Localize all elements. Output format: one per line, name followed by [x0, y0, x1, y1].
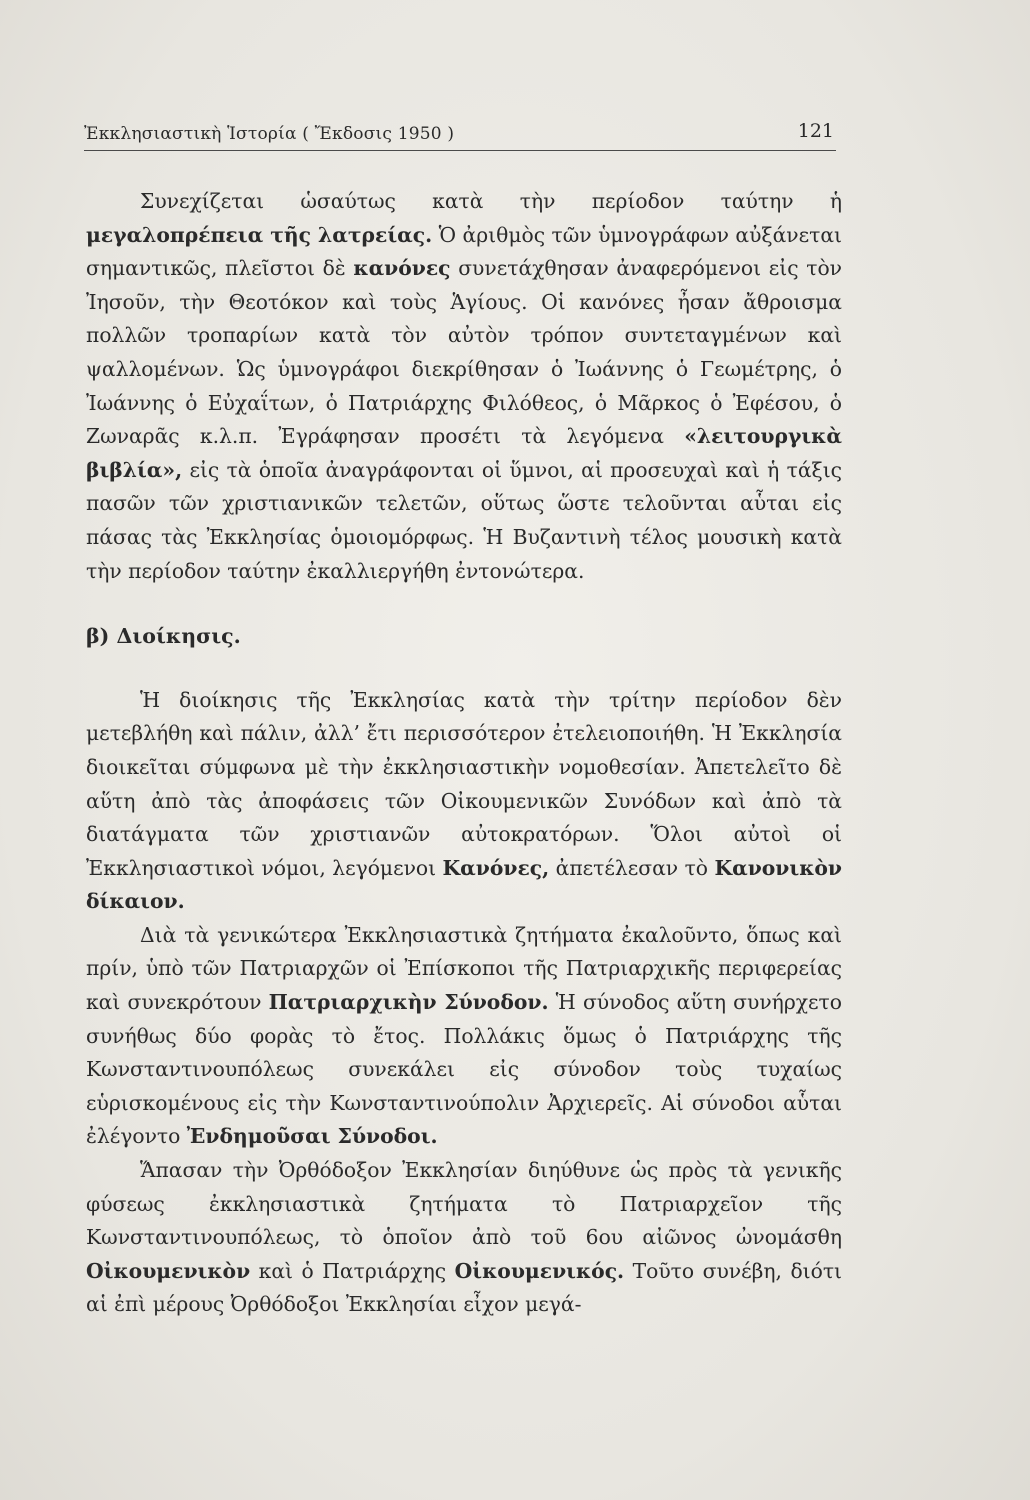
bold-term: μεγαλοπρέπεια τῆς λατρείας.	[86, 222, 433, 247]
running-head: Ἐκκλησιαστικὴ Ἱστορία ( Ἔκδοσις 1950 )	[84, 124, 455, 144]
bold-term: «λειτουργικὰ βιβλία»,	[86, 424, 842, 482]
bold-term: Κανόνες,	[442, 855, 550, 880]
bold-term: Ἐνδημοῦσαι Σύνοδοι.	[186, 1124, 438, 1149]
paragraph-synods: Διὰ τὰ γενικώτερα Ἐκκλησιαστικὰ ζητήματα ἐκαλοῦντο, ὅπως καὶ πρίν, ὑπὸ τῶν Πατριαρχῶν οἱ Ἐπίσκοποι τῆς Πατριαρχικῆς περιφερείας καὶ συνεκρότουν Πατριαρχικὴν Σύνοδον. Ἡ σύνοδος αὕτη συνήρχετο συνήθως δύο φορὰς τὸ ἔτος. Πολλάκις ὅμως ὁ Πατριάρχης τῆς Κωνσταντινουπόλεως συνεκάλει εἰς σύνοδον τοὺς τυχαίως εὑρισκομένους εἰς τὴν Κωνσταντινούπολιν Ἀρχιερεῖς. Αἱ σύνοδοι αὗται ἐλέγοντο Ἐνδημοῦσαι Σύνοδοι.	[86, 922, 842, 1149]
page-header	[84, 110, 836, 151]
section-heading: β) Διοίκησις.	[86, 624, 241, 649]
bold-term: Οἰκουμενικὸν	[86, 1258, 251, 1283]
paragraph-administration: Ἡ διοίκησις τῆς Ἐκκλησίας κατὰ τὴν τρίτην περίοδον δὲν μετεβλήθη καὶ πάλιν, ἀλλ’ ἔτι περισσότερον ἐτελειοποιήθη. Ἡ Ἐκκλησία διοικεῖται σύμφωνα μὲ τὴν ἐκκλησιαστικὴν νομοθεσίαν. Ἀπετελεῖτο δὲ αὕτη ἀπὸ τὰς ἀποφάσεις τῶν Οἰκουμενικῶν Συνόδων καὶ ἀπὸ τὰ διατάγματα τῶν χριστιανῶν αὐτοκρατόρων. Ὅλοι αὐτοὶ οἱ Ἐκκλησιαστικοὶ νόμοι, λεγόμενοι Κανόνες, ἀπετέλεσαν τὸ Κανονικὸν δίκαιον.	[86, 687, 842, 914]
page-body	[86, 185, 842, 1322]
bold-term: Πατριαρχικὴν Σύνοδον.	[268, 990, 549, 1015]
paragraph-worship: Συνεχίζεται ὡσαύτως κατὰ τὴν περίοδον ταύτην ἡ μεγαλοπρέπεια τῆς λατρείας. Ὁ ἀριθμὸς τῶν ὑμνογράφων αὐξάνεται σημαντικῶς, πλεῖστοι δὲ κανόνες συνετάχθησαν ἀναφερόμενοι εἰς τὸν Ἰησοῦν, τὴν Θεοτόκον καὶ τοὺς Ἁγίους. Οἱ κανόνες ἦσαν ἄθροισμα πολλῶν τροπαρίων κατὰ τὸν αὐτὸν τρόπον συντεταγμένων καὶ ψαλλομένων. Ὡς ὑμνογράφοι διεκρίθησαν ὁ Ἰωάννης ὁ Γεωμέτρης, ὁ Ἰωάννης ὁ Εὐχαΐτων, ὁ Πατριάρχης Φιλόθεος, ὁ Μᾶρκος ὁ Ἐφέσου, ὁ Ζωναρᾶς κ.λ.π. Ἐγράφησαν προσέτι τὰ λεγόμενα «λειτουργικὰ βιβλία», εἰς τὰ ὁποῖα ἀναγράφονται οἱ ὕμνοι, αἱ προσευχαὶ καὶ ἡ τάξις πασῶν τῶν χριστιανικῶν τελετῶν, οὕτως ὥστε τελοῦνται αὗται εἰς πάσας τὰς Ἐκκλησίας ὁμοιομόρφως. Ἡ Βυζαντινὴ τέλος μουσικὴ κατὰ τὴν περίοδον ταύτην ἐκαλλιεργήθη ἐντονώτερα.	[86, 189, 842, 583]
bold-term: Οἰκουμενικός.	[454, 1258, 625, 1283]
bold-term: Κανονικὸν δίκαιον.	[86, 855, 842, 914]
bold-term: κανόνες	[353, 256, 451, 281]
paragraph-patriarchate: Ἅπασαν τὴν Ὀρθόδοξον Ἐκκλησίαν διηύθυνε ὡς πρὸς τὰ γενικῆς φύσεως ἐκκλησιαστικὰ ζητήματα τὸ Πατριαρχεῖον τῆς Κωνσταντινουπόλεως, τὸ ὁποῖον ἀπὸ τοῦ 6ου αἰῶνος ὠνομάσθη Οἰκουμενικὸν καὶ ὁ Πατριάρχης Οἰκουμενικός. Τοῦτο συνέβη, διότι αἱ ἐπὶ μέρους Ὀρθόδοξοι Ἐκκλησίαι εἶχον μεγά-	[86, 1158, 843, 1317]
page-number: 121	[797, 120, 834, 142]
